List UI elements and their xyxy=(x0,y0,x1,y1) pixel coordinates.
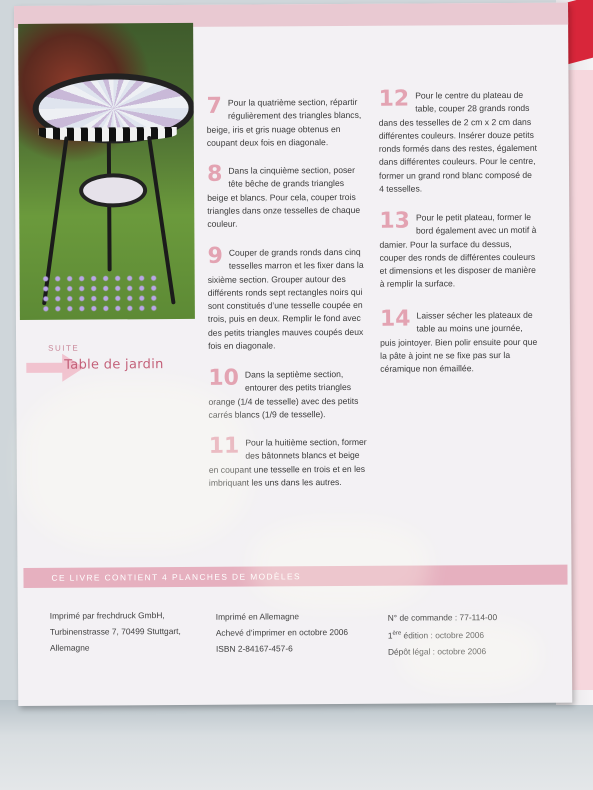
imprint-line: Allemagne xyxy=(49,642,90,653)
imprint-order xyxy=(388,609,558,660)
info-banner xyxy=(23,565,567,588)
section-title: Table de jardin xyxy=(64,357,164,373)
step-text: Couper de grands ronds dans cinq tesselles marron et les fixer dans la sixième section. Grouper autour des différents ronds sept rectangles noirs qui sont constitués d’une tesselle coupée en trois, puis en deux. Remplir le fond avec des petits triangles mauves coupés deux fois en diagonale. xyxy=(207,246,364,351)
imprint-line: ISBN 2-84167-457-6 xyxy=(215,643,293,654)
step-8 xyxy=(206,161,367,231)
imprint-line: Turbinenstrasse 7, 70499 Stuttgart, xyxy=(49,625,181,637)
step-number: 10 xyxy=(208,365,239,391)
step-10 xyxy=(208,365,368,422)
step-number: 14 xyxy=(379,306,411,332)
step-text: Pour le petit plateau, former le bord également avec un motif à damier. Pour la surface du dessus, couper des ronds de différentes couleurs et dimensions et les disposer de manière à remplir la surface. xyxy=(379,211,537,290)
checker-border-image xyxy=(39,127,177,142)
edition-line xyxy=(388,625,558,644)
step-number: 11 xyxy=(208,433,240,459)
step-text: Laisser sécher les plateaux de table au moins une journée, puis jointoyer. Bien polir ensuite pour que la pâte à joint ne se fixe pas sur la céramique non émaillée. xyxy=(380,309,538,374)
legal-deposit: Dépôt légal : octobre 2006 xyxy=(387,645,487,657)
step-text: Pour la quatrième section, répartir régulièrement des triangles blancs, beige, iris et gris nuage obtenus en coupant deux fois en diagonale. xyxy=(206,96,362,148)
imprint-publication xyxy=(216,608,386,657)
imprint-line: Achevé d’imprimer en octobre 2006 xyxy=(215,626,349,638)
suite-label: SUITE xyxy=(48,343,80,353)
step-12 xyxy=(378,86,540,196)
step-9 xyxy=(207,243,368,353)
imprint-line: Imprimé en Allemagne xyxy=(215,611,300,622)
banner-text: CE LIVRE CONTIENT 4 PLANCHES DE MODÈLES xyxy=(51,571,301,583)
table-surface xyxy=(0,700,593,790)
edition-text: édition : octobre 2006 xyxy=(401,629,485,641)
step-number: 7 xyxy=(206,93,223,119)
step-text: Dans la septième section, entourer des petits triangles orange (1/4 de tesselle) avec des petits carrés blancs (1/9 de tesselle). xyxy=(208,368,359,420)
order-number: N° de commande : 77-114-00 xyxy=(387,612,498,623)
small-mosaic-top-image xyxy=(79,173,147,207)
step-number: 13 xyxy=(379,208,411,234)
flowers-image xyxy=(40,273,160,314)
step-13 xyxy=(379,208,539,292)
step-text: Pour le centre du plateau de table, couper 28 grands ronds dans des tesselles de 2 cm x 2 cm dans différentes couleurs. Insérer douze petits ronds formés dans des restes, également dans différentes couleurs. Pour le centre, former un grand rond blanc composé de 4 tesselles. xyxy=(378,89,538,194)
imprint-line: Imprimé par frechdruck GmbH, xyxy=(49,610,165,621)
step-14 xyxy=(379,306,540,376)
step-text: Pour la huitième section, former des bâtonnets blancs et beige en coupant une tesselle en trois et en les imbriquant les uns dans les autres. xyxy=(208,436,367,488)
book-page xyxy=(14,3,572,706)
step-11 xyxy=(208,433,369,490)
garden-table-photo xyxy=(18,23,195,320)
edition-number: 1 xyxy=(387,630,393,641)
imprint-printer xyxy=(50,607,210,656)
edition-superscript: ère xyxy=(392,630,402,637)
step-number: 9 xyxy=(207,243,223,269)
step-number: 12 xyxy=(378,86,410,112)
step-7 xyxy=(206,93,367,150)
step-text: Dans la cinquième section, poser tête bêche de grands triangles beige et blancs. Pour cela, couper trois triangles dans onze tesselles de chaque couleur. xyxy=(207,164,361,230)
step-number: 8 xyxy=(206,161,223,187)
